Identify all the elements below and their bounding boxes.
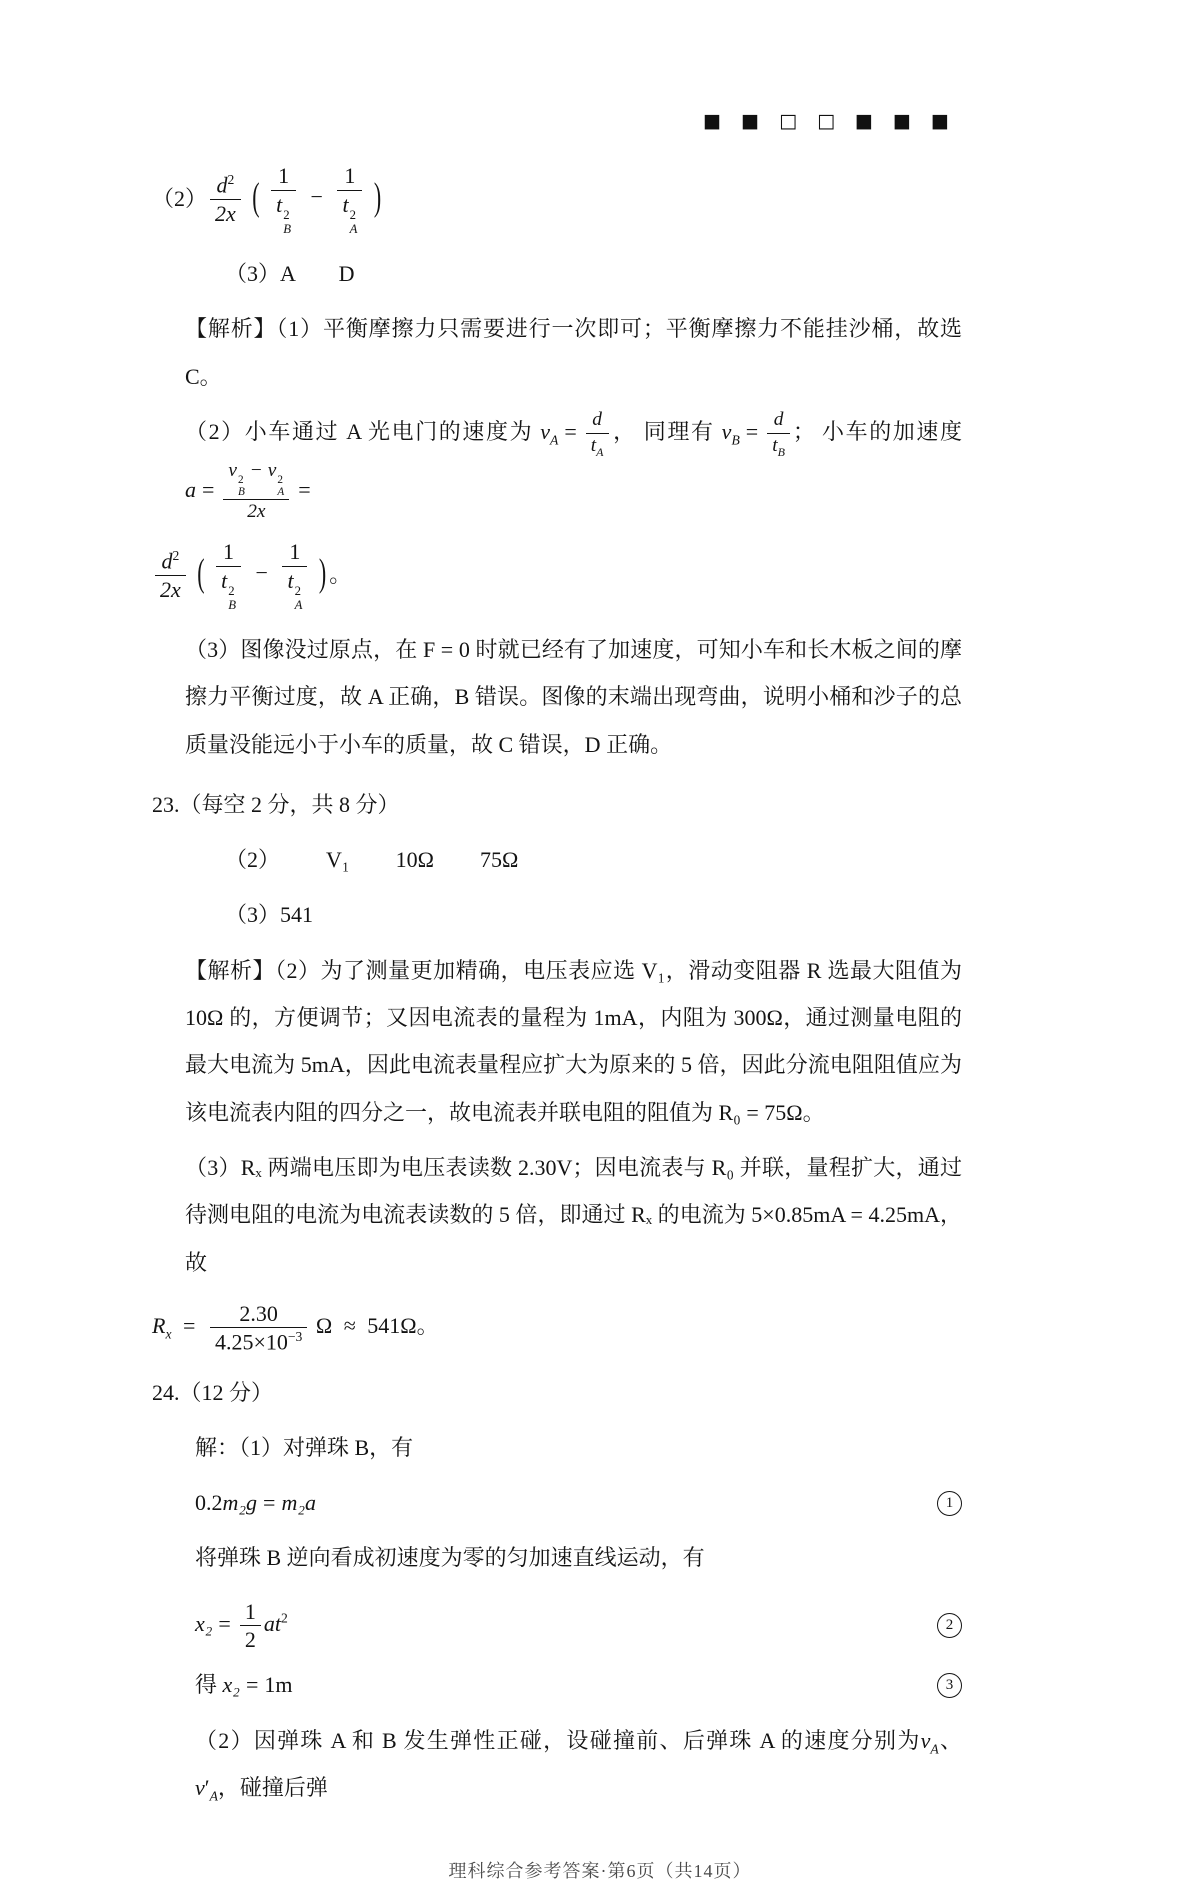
unit-ohm: Ω [315,1313,333,1339]
subscript-A: A [596,444,604,459]
q23-analysis-3: （3）Rₓ 两端电压即为电压表读数 2.30V；因电流表与 R₀ 并联，量程扩大，通过待测电阻的电流为电流表读数的 5 倍，即通过 Rₓ 的电流为 5×0.85mA = 4.25mA，故 [185,1154,962,1275]
q22-analysis-1 [185,305,962,400]
equation-number-1: 1 [937,1491,962,1516]
fraction-numerator [155,547,186,576]
fraction-denominator [282,567,307,613]
var-R: R [152,1313,166,1339]
separator: 、 [938,1727,962,1753]
var-v: v [721,419,732,444]
velocity-vA-formula [540,409,611,459]
equals: = [298,476,311,502]
q23-answer-3: （3）541 [225,902,314,928]
analysis-label: 【解析】 [185,957,276,983]
q23-answer-2-blank-1: V₁ [326,847,350,873]
equation-1-body [195,1488,316,1519]
var-t: t [772,434,778,456]
var-t: t [221,567,228,593]
fraction-denominator: 2 [244,1627,256,1653]
equation-3-body [195,1670,292,1701]
var-x2: x₂ [222,1671,240,1697]
fraction-1-tA2 [337,162,362,236]
fraction-1-tB2 [271,162,296,236]
equals: = [263,1489,276,1515]
var-d: d [161,548,173,574]
sub-sup-stack [238,474,245,499]
fraction-numerator: 1 [337,162,362,191]
equals: = [245,1671,259,1697]
fraction-numerator: 1 [282,538,307,567]
sub-sup-stack [228,584,236,613]
q24-line-3-text-2: ，碰撞后弹 [217,1774,328,1800]
exponent: 2 [283,207,290,222]
fraction-vB2-vA2-2x [223,459,289,524]
subscript: A [294,597,303,612]
exponent: 2 [227,171,235,187]
q23-analysis-2 [185,947,962,1136]
minus-operator: − [310,184,323,210]
header-marks [0,0,1200,132]
fraction-numerator [210,171,241,200]
fraction-denominator: 2x [215,200,236,226]
approx-operator: ≈ [343,1313,356,1339]
q22-answer-2-formula [207,162,384,236]
subscript-x: x [165,1326,172,1342]
fraction-d2-2x [155,547,186,603]
fraction-denominator [271,191,296,237]
fraction-d2-2x [210,171,241,227]
fraction-numerator: d [586,408,609,433]
q22-analysis-1-text: （1）平衡摩擦力只需要进行一次即可；平衡摩擦力不能挂沙桶，故选 C。 [185,316,962,389]
exponent: 2 [228,583,235,598]
result-value: 541Ω [367,1313,417,1339]
var-v: v [540,419,551,444]
equation-2-body [195,1598,288,1654]
q24-eq3-prefix: 得 [195,1671,223,1697]
fraction-numerator [223,459,289,499]
fraction-denominator: 2x [160,576,181,602]
rx-equation [152,1300,439,1356]
fraction-1-2 [240,1598,261,1654]
period: 。 [416,1313,439,1339]
exponent: 2 [280,1610,288,1626]
exponent: 2 [294,583,301,598]
equals: = [745,419,759,444]
fraction-d-tB [767,408,790,459]
subscript: B [238,486,245,499]
page-content [152,162,962,1811]
q22-analysis-3: （3）图像没过原点，在 F = 0 时就已经有了加速度，可知小车和长木板之间的摩擦力平衡过度，故 A 正确，B 错误。图像的末端出现弯曲，说明小桶和沙子的总质量没能远小于小车的质量，故 C 错误，D 正确。 [185,637,962,757]
sub-sup-stack [277,474,284,499]
sub-sup-stack [283,208,291,237]
fraction-2.30-over [210,1300,307,1356]
exponent: 2 [172,547,180,563]
q22-analysis-2-text-1: （2）小车通过 A 光电门的速度为 [185,419,541,444]
q24-equation-3 [152,1670,962,1701]
analysis-label: 【解析】 [185,316,277,342]
q22-answer-2-label: （2） [152,185,208,211]
fraction-denominator [210,1328,307,1356]
exponent: 2 [277,473,283,486]
var-at: at [263,1610,281,1636]
left-paren: ( [197,549,205,595]
q22-analysis-2 [185,408,962,524]
var-m2a: m₂a [281,1489,317,1515]
subscript-A: A [209,1788,218,1804]
equation-number-3: 3 [937,1673,962,1698]
exponent: 2 [349,207,356,222]
fraction-denominator [586,434,609,460]
value-4.25e: 4.25×10 [214,1329,288,1355]
fraction-denominator [767,434,790,460]
var-v: v [195,1774,205,1800]
fraction-denominator [337,191,362,237]
q22-analysis-2-text-3: ； 小车的加速度 [792,419,962,444]
acceleration-formula [185,460,317,522]
q22-analysis-2-formula [152,538,962,612]
q23-answer-2-label: （2） [225,847,281,873]
fraction-1-tA2 [282,538,307,612]
var-t: t [276,191,283,217]
var-x2: x₂ [195,1610,213,1636]
minus-operator: − [250,460,262,482]
minus-operator: − [255,560,268,586]
q23-rx-formula [152,1300,962,1356]
d2-2x-formula [152,538,329,612]
q23-answer-2-blank-3: 75Ω [479,847,519,873]
right-paren: ) [373,173,382,219]
velocity-vB-formula [721,409,793,459]
var-t: t [342,191,349,217]
q24-equation-2 [152,1598,962,1654]
fraction-d-tA [586,408,609,459]
subscript: B [228,597,237,612]
subscript-A: A [550,432,559,448]
var-v: v [228,460,238,482]
right-paren: ) [318,549,327,595]
var-d: d [216,172,228,198]
q22-answer-3: （3）A D [225,261,355,287]
fraction-numerator: 2.30 [210,1300,307,1329]
var-t: t [287,567,294,593]
q23-answer-2-blank-2: 10Ω [395,847,434,873]
exponent: 2 [238,473,244,486]
var-t: t [590,434,597,456]
var-vA [920,1727,939,1756]
q24-line-3-text-1: （2）因弹珠 A 和 B 发生弹性正碰，设碰撞前、后弹珠 A 的速度分别为 [195,1727,921,1753]
page-footer [0,1857,1200,1883]
q23-answer-2 [225,836,962,883]
q23-analysis-2-text: （2）为了测量更加精确，电压表应选 V₁，滑动变阻器 R 选最大阻值为 10Ω 的，方便调节；又因电流表的量程为 1mA，内阻为 300Ω，通过测量电阻的最大电流为 5mA，因此电流表量程应扩大为原来的 5 倍，因此分流电阻阻值应为该电流表内阻的四分之一，故电流表并联电阻的阻值为 R₀ = 75Ω。 [185,957,962,1125]
fraction-numerator: d [767,408,790,433]
subscript: B [283,221,292,236]
sub-sup-stack [350,208,358,237]
equals: = [218,1610,231,1636]
q23-heading: 23.（每空 2 分，共 8 分） [152,792,400,817]
left-paren: ( [252,173,260,219]
exponent: −3 [287,1329,303,1345]
q24-line-2: 将弹珠 B 逆向看成初速度为零的匀加速直线运动，有 [195,1545,705,1571]
subscript-B: B [731,432,740,448]
subscript-B: B [777,444,785,459]
fraction-numerator: 1 [271,162,296,191]
alignment-squares: ■ ■ □ □ ■ ■ ■ [703,110,956,132]
coefficient: 0.2 [195,1489,223,1515]
equals: = [183,1313,196,1339]
subscript: A [277,486,285,499]
fraction-numerator: 1 [240,1598,261,1627]
equation-number-2: 2 [937,1613,962,1638]
fraction-denominator: 2x [247,500,266,522]
q22-answer-2 [152,162,962,236]
unit-m: m [275,1671,293,1697]
equals: = [202,476,215,502]
q24-heading: 24.（12 分） [152,1380,274,1406]
prime-mark: ′ [204,1774,210,1800]
fraction-denominator [216,567,241,613]
q22-analysis-2-text-2: ， 同理有 [611,419,722,444]
fraction-1-tB2 [216,538,241,612]
footer-text: 理科综合参考答案·第6页（共14页） [448,1861,752,1882]
period: 。 [329,561,352,587]
subscript: A [349,221,358,236]
var-v: v [920,1727,931,1753]
var-v: v [267,460,277,482]
sub-sup-stack [295,584,303,613]
q24-line-1: 解：（1）对弹珠 B，有 [195,1435,414,1461]
var-m2g: m₂g [222,1489,258,1515]
q24-line-3 [195,1717,962,1812]
subscript-A: A [930,1740,939,1756]
fraction-numerator: 1 [216,538,241,567]
equals: = [564,419,577,444]
var-a: a [185,476,196,502]
value-1: 1 [264,1671,276,1697]
var-vA-prime [195,1774,218,1804]
q24-equation-1 [152,1488,962,1519]
